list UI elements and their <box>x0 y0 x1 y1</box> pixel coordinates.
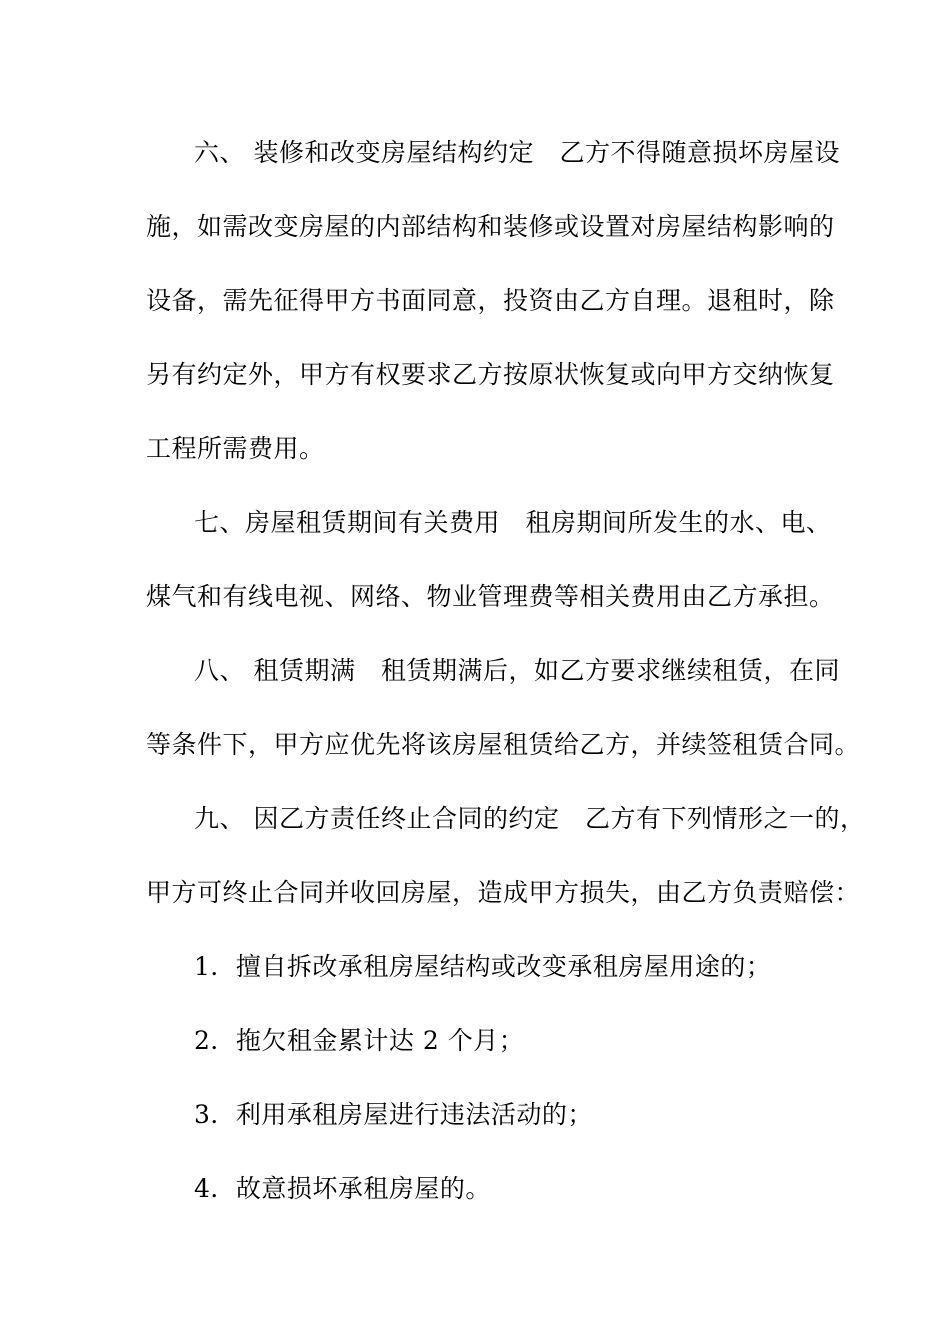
paragraph-6-line-1: 六、 装修和改变房屋结构约定 乙方不得随意损坏房屋设 <box>194 138 840 167</box>
paragraph-8-line-1: 八、 租赁期满 租赁期满后，如乙方要求继续租赁，在同 <box>194 656 840 685</box>
paragraph-6-line-5: 工程所需费用。 <box>146 434 325 463</box>
list-item-3: 3．利用承租房屋进行违法活动的； <box>194 1100 593 1129</box>
paragraph-9-line-1: 九、 因乙方责任终止合同的约定 乙方有下列情形之一的， <box>194 804 866 833</box>
list-item-4: 4．故意损坏承租房屋的。 <box>194 1174 491 1203</box>
list-item-2: 2．拖欠租金累计达 2 个月； <box>194 1026 525 1055</box>
paragraph-9-line-2: 甲方可终止合同并收回房屋，造成甲方损失，由乙方负责赔偿： <box>146 878 861 907</box>
paragraph-6-line-2: 施，如需改变房屋的内部结构和装修或设置对房屋结构影响的 <box>146 212 835 241</box>
list-item-1: 1．擅自拆改承租房屋结构或改变承租房屋用途的； <box>194 952 772 981</box>
paragraph-8-line-2: 等条件下，甲方应优先将该房屋租赁给乙方，并续签租赁合同。 <box>146 730 861 759</box>
paragraph-7-line-2: 煤气和有线电视、网络、物业管理费等相关费用由乙方承担。 <box>146 582 835 611</box>
paragraph-6-line-4: 另有约定外，甲方有权要求乙方按原状恢复或向甲方交纳恢复 <box>146 360 835 389</box>
paragraph-6-line-3: 设备，需先征得甲方书面同意，投资由乙方自理。退租时，除 <box>146 286 835 315</box>
paragraph-7-line-1: 七、房屋租赁期间有关费用 租房期间所发生的水、电、 <box>194 508 832 537</box>
